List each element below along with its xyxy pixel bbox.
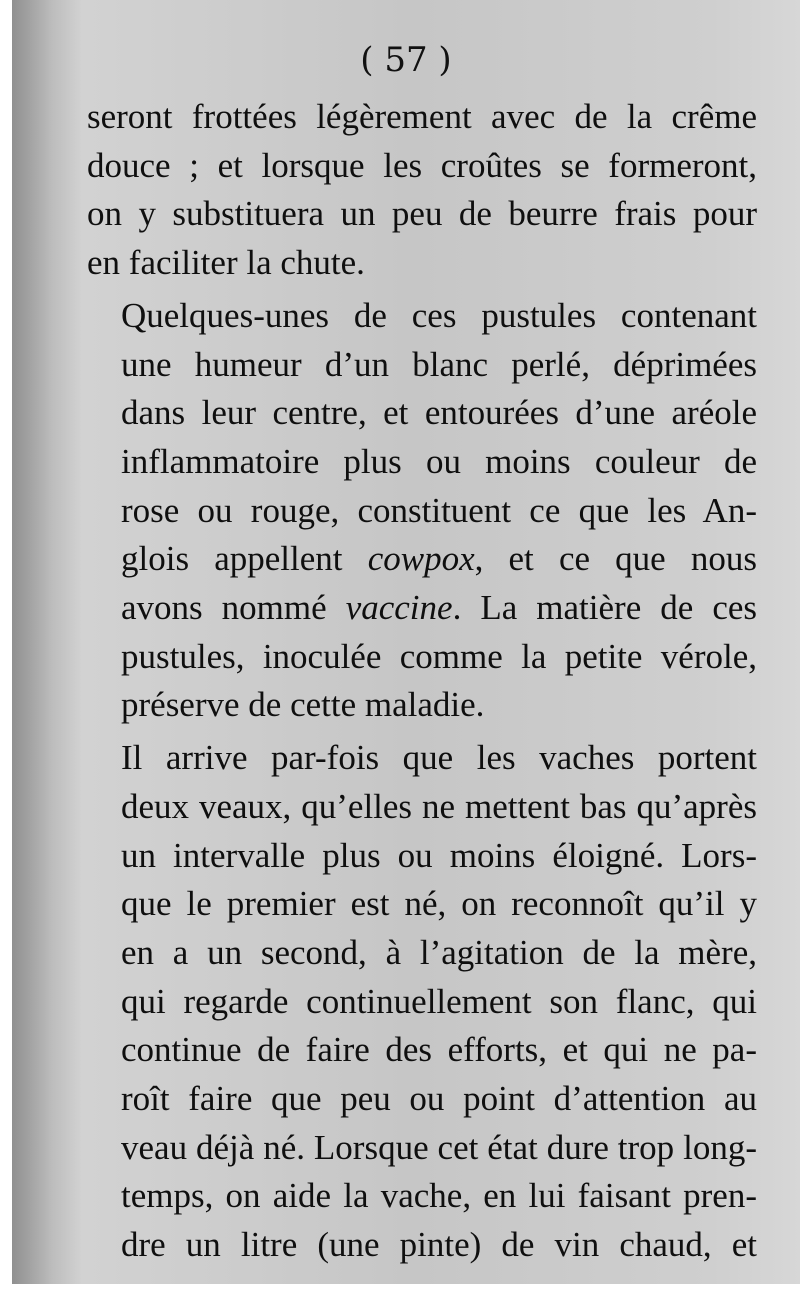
text-line: en faciliter la chute. bbox=[87, 243, 365, 283]
scanned-page bbox=[12, 0, 800, 1284]
text-line: un intervalle plus ou moins éloigné. Lors- bbox=[121, 835, 757, 875]
text-line: douce ; et lorsque les croûtes se formeront, bbox=[87, 145, 757, 185]
text-line: pustules, inoculée comme la petite vérole, bbox=[121, 636, 757, 676]
italic-term: vaccine bbox=[345, 588, 453, 628]
paragraph-1 bbox=[87, 93, 757, 288]
text-line: inflammatoire plus ou moins couleur de bbox=[121, 441, 757, 481]
text-line: veau déjà né. Lorsque cet état dure trop long- bbox=[121, 1127, 757, 1167]
text-line: roît faire que peu ou point d’attention au bbox=[121, 1079, 757, 1119]
page-body bbox=[87, 93, 757, 1274]
text-line: préserve de cette maladie. bbox=[121, 685, 485, 725]
text-line: on y substituera un peu de beurre frais pour bbox=[87, 194, 757, 234]
text-line: qui regarde continuellement son flanc, qui bbox=[121, 981, 757, 1021]
paragraph-2 bbox=[87, 292, 757, 730]
text-line: que le premier est né, on reconnoît qu’il y bbox=[121, 884, 757, 924]
binding-shadow bbox=[12, 0, 82, 1284]
text-line: avons nommé vaccine. La matière de ces bbox=[121, 588, 758, 628]
text-line: une humeur d’un blanc perlé, déprimées bbox=[121, 344, 757, 384]
text-line: Quelques-unes de ces pustules contenant bbox=[121, 295, 757, 335]
text-line: Il arrive par-fois que les vaches portent bbox=[121, 738, 757, 778]
text-line: en a un second, à l’agitation de la mère, bbox=[121, 932, 757, 972]
text-line: temps, on aide la vache, en lui faisant pren- bbox=[121, 1176, 757, 1216]
italic-term: cowpox bbox=[367, 539, 475, 579]
page-bottom-margin bbox=[0, 1284, 800, 1291]
text-line: continue de faire des efforts, et qui ne pa- bbox=[121, 1030, 757, 1070]
paragraph-3 bbox=[87, 734, 757, 1270]
text-line: dans leur centre, et entourées d’une aréole bbox=[121, 393, 757, 433]
text-line: rose ou rouge, constituent ce que les An- bbox=[121, 490, 757, 530]
page-number: ( 57 ) bbox=[360, 40, 452, 80]
text-line: deux veaux, qu’elles ne mettent bas qu’après bbox=[121, 786, 757, 826]
text-line: seront frottées légèrement avec de la crême bbox=[87, 97, 757, 136]
text-line: dre un litre (une pinte) de vin chaud, et bbox=[121, 1225, 757, 1265]
text-line: glois appellent cowpox, et ce que nous bbox=[121, 539, 757, 579]
